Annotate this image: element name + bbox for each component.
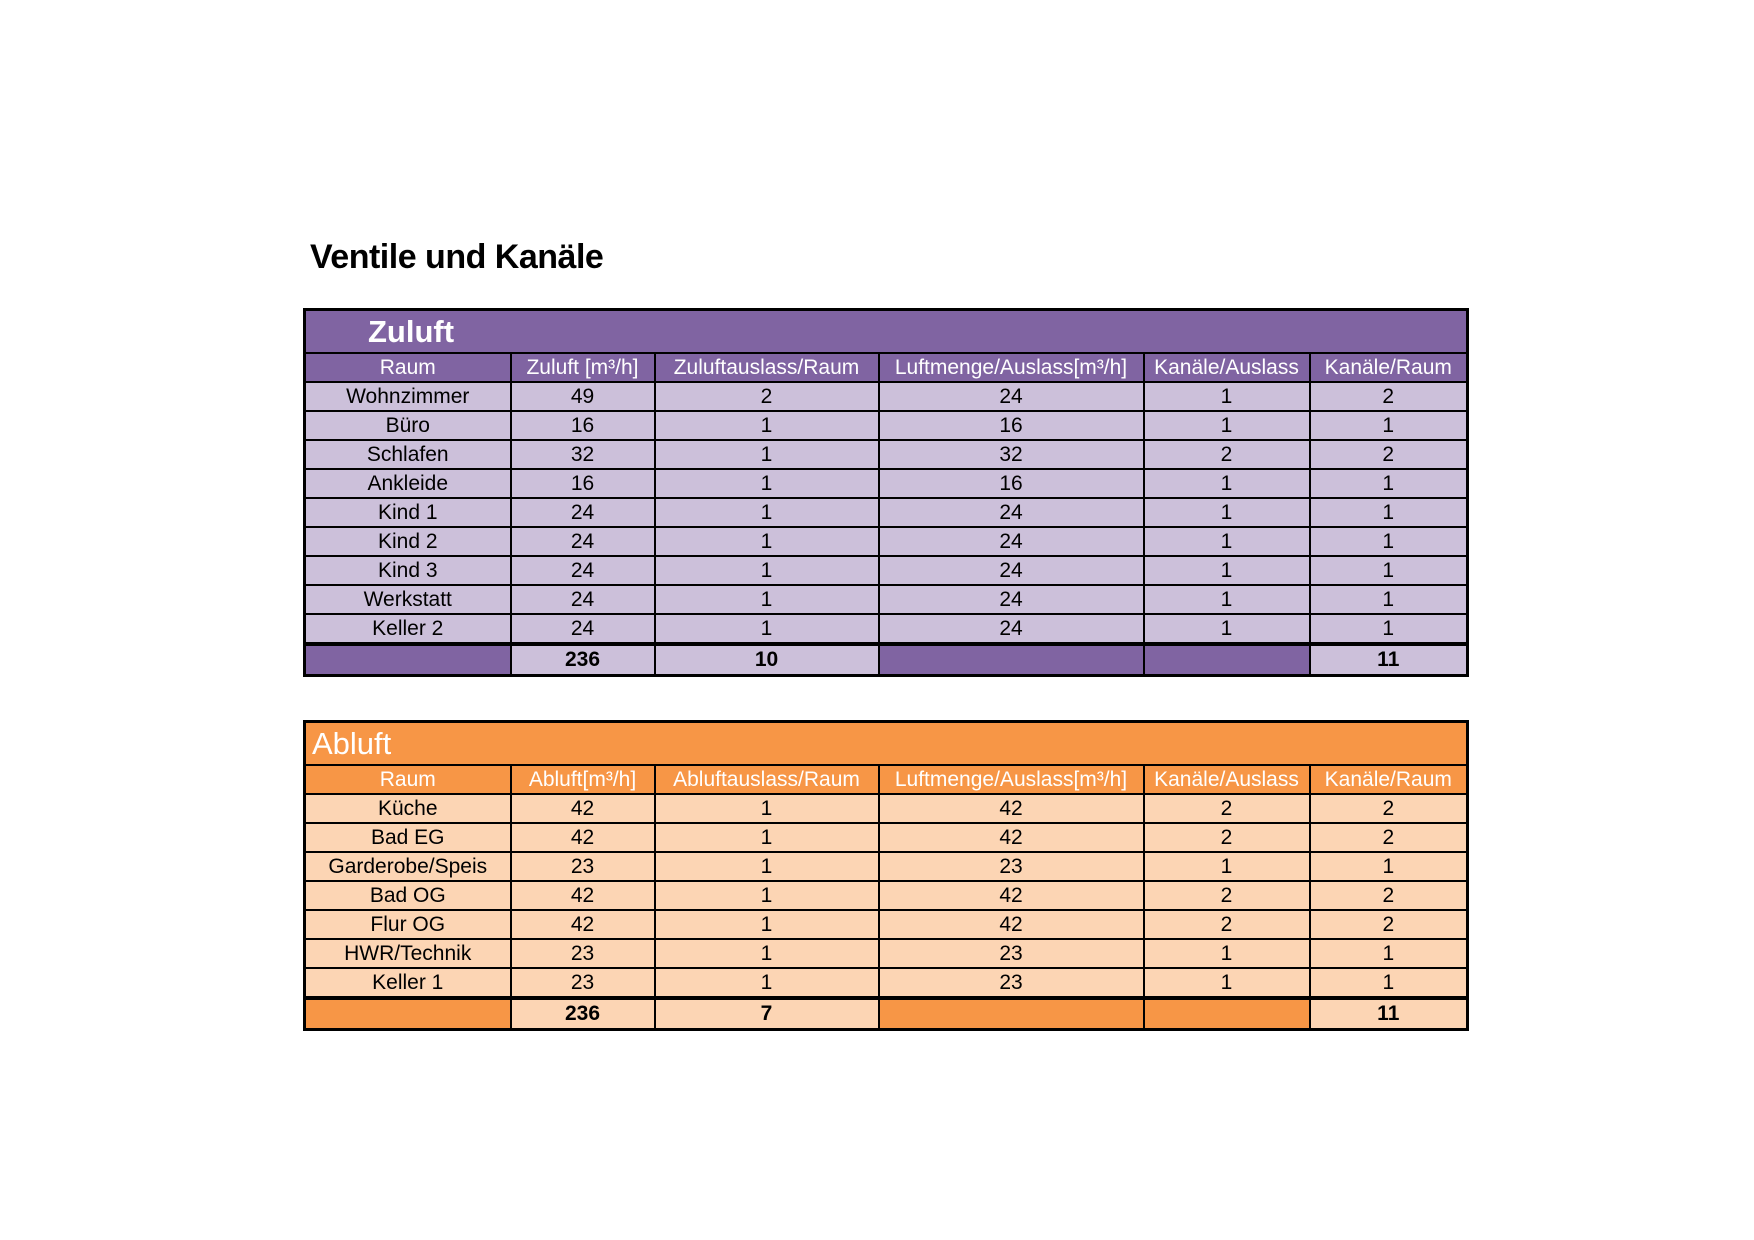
abluft-value-cell: 2 [1144,823,1310,852]
abluft-value-cell: 1 [1310,852,1468,881]
zuluft-table-row [305,411,1468,440]
zuluft-value-cell: 2 [1310,382,1468,411]
abluft-room-cell: HWR/Technik [305,939,511,968]
abluft-value-cell: 2 [1310,910,1468,939]
abluft-value-cell: 1 [1310,939,1468,968]
abluft-header-row [305,765,1468,794]
zuluft-header-row [305,353,1468,382]
abluft-value-cell: 42 [511,910,655,939]
zuluft-room-cell: Kind 3 [305,556,511,585]
zuluft-total-cell: 10 [655,644,879,676]
abluft-value-cell: 1 [655,823,879,852]
zuluft-value-cell: 1 [1144,411,1310,440]
zuluft-table-row [305,440,1468,469]
zuluft-room-cell: Kind 1 [305,498,511,527]
zuluft-value-cell: 32 [879,440,1144,469]
abluft-value-cell: 2 [1144,794,1310,823]
zuluft-value-cell: 1 [655,614,879,644]
abluft-total-cell: 11 [1310,998,1468,1030]
zuluft-value-cell: 24 [879,382,1144,411]
zuluft-column-header: Raum [305,353,511,382]
abluft-table-row [305,852,1468,881]
zuluft-value-cell: 24 [879,614,1144,644]
zuluft-value-cell: 16 [879,411,1144,440]
zuluft-table-row [305,469,1468,498]
zuluft-table-row [305,585,1468,614]
zuluft-value-cell: 16 [511,469,655,498]
zuluft-value-cell: 2 [655,382,879,411]
abluft-table-row [305,910,1468,939]
abluft-value-cell: 23 [879,939,1144,968]
zuluft-value-cell: 1 [655,556,879,585]
zuluft-value-cell: 2 [1144,440,1310,469]
zuluft-total-cell [305,644,511,676]
abluft-total-cell [879,998,1144,1030]
zuluft-value-cell: 1 [1310,527,1468,556]
abluft-total-cell [305,998,511,1030]
zuluft-value-cell: 1 [655,469,879,498]
zuluft-room-cell: Werkstatt [305,585,511,614]
zuluft-table-row [305,498,1468,527]
abluft-total-cell: 7 [655,998,879,1030]
abluft-value-cell: 42 [879,794,1144,823]
zuluft-table [303,308,1469,677]
zuluft-value-cell: 16 [511,411,655,440]
zuluft-value-cell: 1 [1144,556,1310,585]
zuluft-room-cell: Wohnzimmer [305,382,511,411]
abluft-value-cell: 1 [655,968,879,998]
abluft-value-cell: 2 [1144,881,1310,910]
zuluft-total-cell [1144,644,1310,676]
zuluft-value-cell: 1 [1310,556,1468,585]
abluft-room-cell: Bad OG [305,881,511,910]
abluft-table-row [305,881,1468,910]
abluft-column-header: Kanäle/Auslass [1144,765,1310,794]
abluft-value-cell: 42 [511,881,655,910]
abluft-value-cell: 2 [1310,794,1468,823]
zuluft-column-header: Kanäle/Raum [1310,353,1468,382]
abluft-value-cell: 23 [879,852,1144,881]
abluft-room-cell: Flur OG [305,910,511,939]
zuluft-value-cell: 1 [1310,411,1468,440]
abluft-table-row [305,939,1468,968]
zuluft-room-cell: Kind 2 [305,527,511,556]
zuluft-value-cell: 1 [1144,382,1310,411]
zuluft-value-cell: 32 [511,440,655,469]
zuluft-value-cell: 1 [655,527,879,556]
page-title: Ventile und Kanäle [310,238,604,276]
abluft-column-header: Luftmenge/Auslass[m³/h] [879,765,1144,794]
abluft-value-cell: 2 [1310,823,1468,852]
abluft-table-row [305,968,1468,998]
abluft-value-cell: 1 [655,881,879,910]
zuluft-value-cell: 1 [1310,498,1468,527]
abluft-total-cell [1144,998,1310,1030]
zuluft-total-cell: 236 [511,644,655,676]
zuluft-room-cell: Keller 2 [305,614,511,644]
zuluft-value-cell: 1 [1144,527,1310,556]
abluft-value-cell: 23 [511,939,655,968]
abluft-room-cell: Garderobe/Speis [305,852,511,881]
abluft-table-row [305,823,1468,852]
abluft-value-cell: 42 [511,794,655,823]
zuluft-value-cell: 24 [879,556,1144,585]
abluft-room-cell: Keller 1 [305,968,511,998]
abluft-value-cell: 23 [879,968,1144,998]
zuluft-table-row [305,614,1468,644]
abluft-column-header: Kanäle/Raum [1310,765,1468,794]
abluft-value-cell: 1 [1144,939,1310,968]
abluft-column-header: Abluft[m³/h] [511,765,655,794]
abluft-value-cell: 1 [655,910,879,939]
zuluft-value-cell: 24 [511,527,655,556]
zuluft-value-cell: 2 [1310,440,1468,469]
abluft-section-title: Abluft [305,722,1468,766]
abluft-column-header: Raum [305,765,511,794]
zuluft-value-cell: 24 [879,498,1144,527]
abluft-value-cell: 42 [879,910,1144,939]
abluft-value-cell: 1 [655,794,879,823]
zuluft-value-cell: 24 [511,556,655,585]
zuluft-column-header: Zuluft [m³/h] [511,353,655,382]
zuluft-table-row [305,556,1468,585]
abluft-value-cell: 1 [1144,852,1310,881]
abluft-totals-row [305,998,1468,1030]
abluft-room-cell: Küche [305,794,511,823]
zuluft-value-cell: 1 [1310,614,1468,644]
zuluft-value-cell: 1 [1144,498,1310,527]
zuluft-column-header: Luftmenge/Auslass[m³/h] [879,353,1144,382]
zuluft-column-header: Kanäle/Auslass [1144,353,1310,382]
zuluft-total-cell [879,644,1144,676]
zuluft-value-cell: 1 [655,498,879,527]
zuluft-section-title: Zuluft [305,310,1468,354]
zuluft-column-header: Zuluftauslass/Raum [655,353,879,382]
abluft-value-cell: 23 [511,852,655,881]
abluft-column-header: Abluftauslass/Raum [655,765,879,794]
zuluft-value-cell: 49 [511,382,655,411]
abluft-value-cell: 2 [1310,881,1468,910]
zuluft-table-row [305,527,1468,556]
zuluft-value-cell: 1 [655,411,879,440]
zuluft-table-row [305,382,1468,411]
zuluft-room-cell: Ankleide [305,469,511,498]
zuluft-value-cell: 24 [879,527,1144,556]
zuluft-value-cell: 1 [1310,585,1468,614]
abluft-value-cell: 1 [655,939,879,968]
zuluft-value-cell: 1 [655,440,879,469]
abluft-value-cell: 2 [1144,910,1310,939]
abluft-value-cell: 1 [655,852,879,881]
zuluft-value-cell: 1 [1310,469,1468,498]
abluft-value-cell: 42 [879,823,1144,852]
zuluft-total-cell: 11 [1310,644,1468,676]
zuluft-value-cell: 24 [879,585,1144,614]
zuluft-value-cell: 24 [511,498,655,527]
zuluft-value-cell: 1 [1144,469,1310,498]
abluft-table [303,720,1469,1031]
zuluft-room-cell: Schlafen [305,440,511,469]
abluft-room-cell: Bad EG [305,823,511,852]
abluft-table-row [305,794,1468,823]
abluft-value-cell: 1 [1310,968,1468,998]
zuluft-value-cell: 1 [1144,614,1310,644]
abluft-total-cell: 236 [511,998,655,1030]
zuluft-totals-row [305,644,1468,676]
zuluft-value-cell: 1 [1144,585,1310,614]
zuluft-room-cell: Büro [305,411,511,440]
zuluft-value-cell: 1 [655,585,879,614]
abluft-value-cell: 42 [879,881,1144,910]
abluft-value-cell: 42 [511,823,655,852]
zuluft-value-cell: 24 [511,614,655,644]
abluft-value-cell: 23 [511,968,655,998]
zuluft-value-cell: 16 [879,469,1144,498]
abluft-value-cell: 1 [1144,968,1310,998]
zuluft-value-cell: 24 [511,585,655,614]
